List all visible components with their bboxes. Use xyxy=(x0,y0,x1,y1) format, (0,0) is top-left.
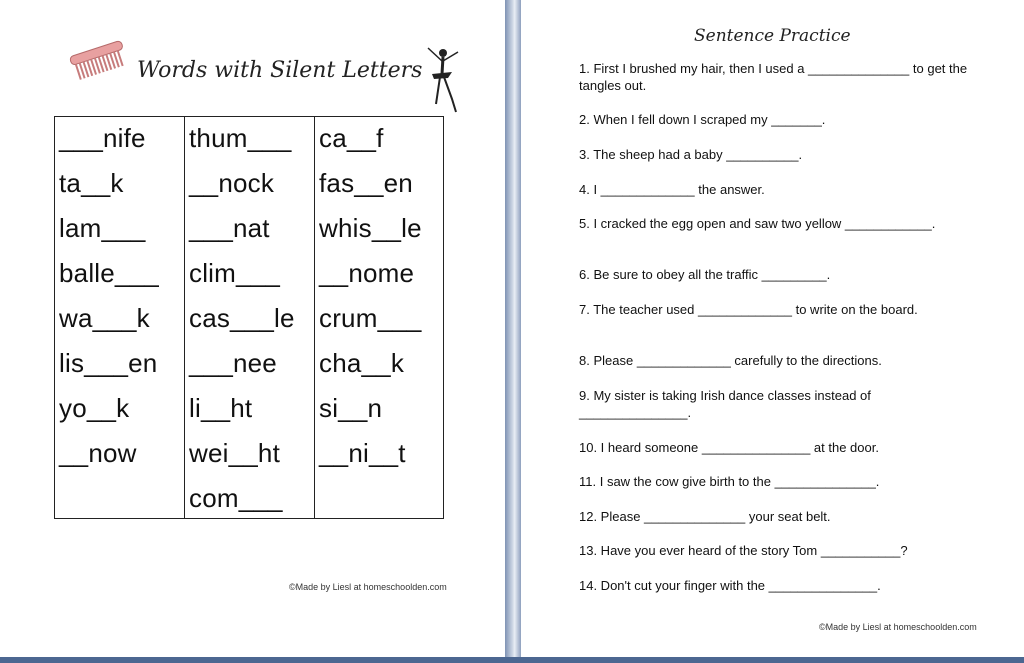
silent-letter-word: wa___k xyxy=(59,303,150,333)
silent-letter-word: ___nee xyxy=(189,348,277,378)
sentence-item: 7. The teacher used _____________ to write on the board. xyxy=(579,302,918,317)
silent-letter-word: li__ht xyxy=(189,393,253,423)
sentence-item: 4. I _____________ the answer. xyxy=(579,182,765,197)
comb-icon xyxy=(68,40,130,82)
worksheet-title: Words with Silent Letters xyxy=(137,58,423,83)
silent-letter-word: ___nife xyxy=(59,123,146,153)
silent-letter-word: __now xyxy=(59,438,137,468)
sentence-item: 10. I heard someone _______________ at the door. xyxy=(579,440,879,455)
ballerina-icon xyxy=(422,44,462,116)
sentence-item: 12. Please ______________ your seat belt. xyxy=(579,509,831,524)
sentence-item: 14. Don't cut your finger with the _______________. xyxy=(579,578,881,593)
silent-letter-word: thum___ xyxy=(189,123,292,153)
credit-footer: ©Made by Liesl at homeschoolden.com xyxy=(819,622,977,632)
sentence-item: 9. My sister is taking Irish dance classes instead of _______________. xyxy=(579,388,871,420)
silent-letter-word: __nock xyxy=(189,168,275,198)
silent-letter-word: clim___ xyxy=(189,258,280,288)
sentence-item: 2. When I fell down I scraped my _______. xyxy=(579,112,826,127)
silent-letter-word: com___ xyxy=(189,483,283,513)
sentence-practice-title: Sentence Practice xyxy=(694,26,851,46)
word-column xyxy=(55,117,184,518)
silent-letter-word: crum___ xyxy=(319,303,422,333)
silent-letter-word: cha__k xyxy=(319,348,405,378)
silent-letter-word: fas__en xyxy=(319,168,413,198)
sentence-item: 13. Have you ever heard of the story Tom ___________? xyxy=(579,543,908,558)
silent-letters-word-table xyxy=(54,116,444,519)
silent-letter-word: ___nat xyxy=(189,213,270,243)
silent-letter-word: wei__ht xyxy=(189,438,281,468)
silent-letter-word: __ni__t xyxy=(319,438,406,468)
word-column xyxy=(314,117,443,518)
sentence-item: 6. Be sure to obey all the traffic _________. xyxy=(579,267,831,282)
silent-letter-word: lis___en xyxy=(59,348,158,378)
silent-letter-word: cas___le xyxy=(189,303,295,333)
sentence-item: 3. The sheep had a baby __________. xyxy=(579,147,803,162)
worksheet-page-left xyxy=(0,0,505,657)
bottom-edge xyxy=(0,657,1024,663)
credit-footer: ©Made by Liesl at homeschoolden.com xyxy=(289,582,447,592)
silent-letter-word: lam___ xyxy=(59,213,146,243)
word-column xyxy=(184,117,314,518)
sentence-item: 5. I cracked the egg open and saw two yellow ____________. xyxy=(579,216,936,231)
sentence-item: 11. I saw the cow give birth to the ______________. xyxy=(579,474,880,489)
silent-letter-word: ca__f xyxy=(319,123,384,153)
silent-letter-word: balle___ xyxy=(59,258,159,288)
page-gutter xyxy=(505,0,521,663)
silent-letter-word: __nome xyxy=(319,258,415,288)
sentence-item: 8. Please _____________ carefully to the directions. xyxy=(579,353,882,368)
silent-letter-word: yo__k xyxy=(59,393,130,423)
silent-letter-word: whis__le xyxy=(319,213,422,243)
silent-letter-word: ta__k xyxy=(59,168,124,198)
sentence-item: 1. First I brushed my hair, then I used a ______________ to get the tangles out. xyxy=(579,61,968,93)
silent-letter-word: si__n xyxy=(319,393,383,423)
